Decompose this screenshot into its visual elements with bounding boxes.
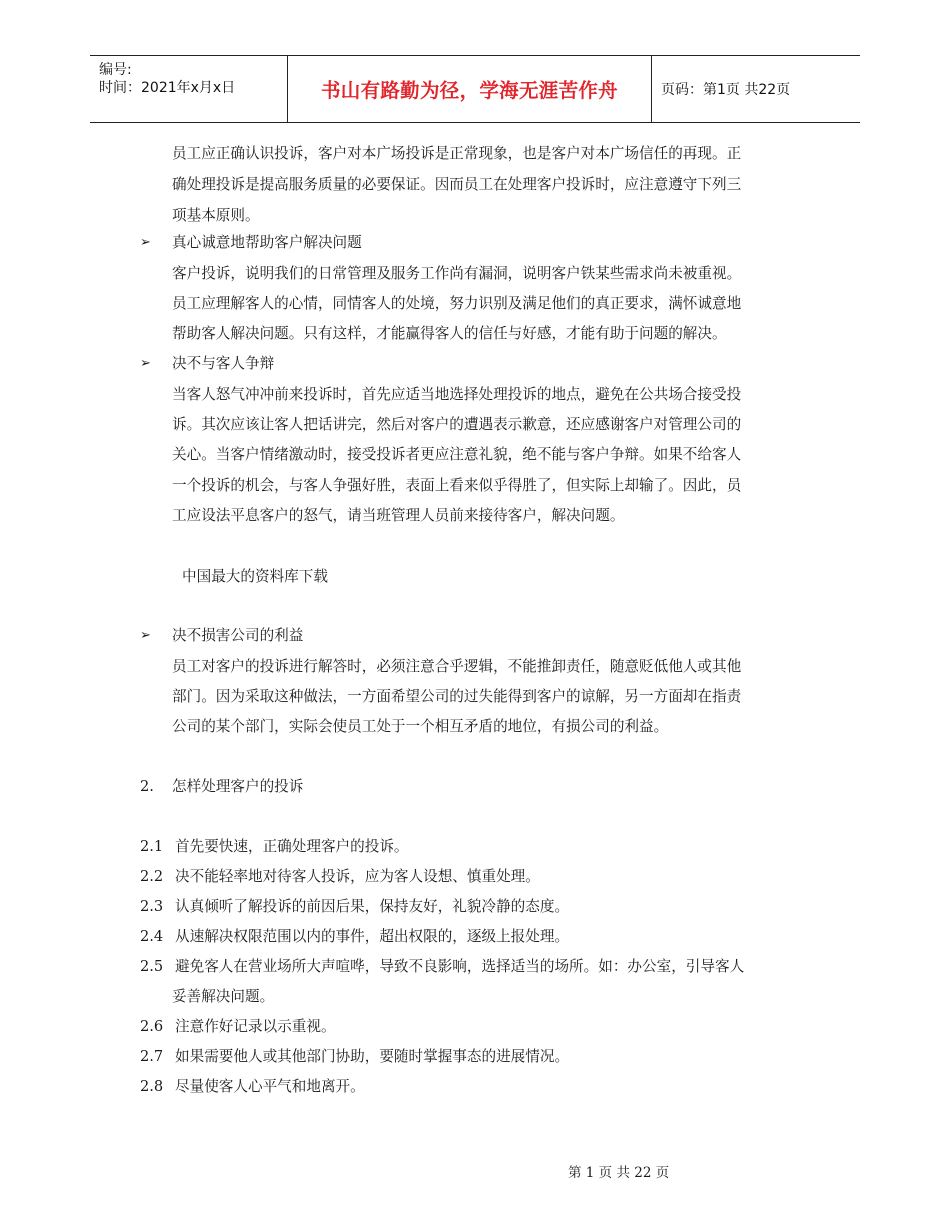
- principle-line: 部门。因为采取这种做法，一方面希望公司的过失能得到客户的谅解，另一方面却在指责: [172, 688, 742, 705]
- header-motto: 书山有路勤为径，学海无涯苦作舟: [320, 79, 618, 102]
- principle-title: 真心诚意地帮助客户解决问题: [172, 234, 362, 251]
- principle-line: 诉。其次应该让客人把话讲完，然后对客户的遭遇表示歉意，还应感谢客户对管理公司的: [172, 416, 742, 433]
- step-text: 认真倾听了解投诉的前因后果，保持友好，礼貌冷静的态度。: [175, 898, 570, 915]
- principle-line: 工应设法平息客户的怒气，请当班管理人员前来接待客户，解决问题。: [172, 507, 625, 524]
- section-title: 怎样处理客户的投诉: [172, 778, 304, 795]
- step-number: 2.7: [140, 1048, 164, 1065]
- principle-line: 当客人怒气冲冲前来投诉时，首先应适当地选择处理投诉的地点，避免在公共场合接受投: [172, 386, 742, 403]
- step-text: 避免客人在营业场所大声喧哗，导致不良影响，选择适当的场所。如：办公室，引导客人: [175, 958, 745, 975]
- intro-line: 员工应正确认识投诉，客户对本广场投诉是正常现象，也是客户对本广场信任的再现。正: [172, 145, 742, 162]
- step-number: 2.2: [140, 868, 164, 885]
- step-text: 注意作好记录以示重视。: [175, 1018, 336, 1035]
- document-header: [90, 55, 860, 123]
- principle-line: 公司的某个部门，实际会使员工处于一个相互矛盾的地位，有损公司的利益。: [172, 718, 669, 735]
- step-text: 从速解决权限范围以内的事件，超出权限的，逐级上报处理。: [175, 928, 570, 945]
- step-text: 决不能轻率地对待客人投诉，应为客人设想、慎重处理。: [175, 868, 540, 885]
- step-number: 2.4: [140, 928, 164, 945]
- step-text: 如果需要他人或其他部门协助，要随时掌握事态的进展情况。: [175, 1048, 570, 1065]
- header-motto-cell: [287, 56, 652, 122]
- document-number-label: 编号:: [99, 62, 132, 78]
- principle-line: 员工应理解客人的心情，同情客人的处境，努力识别及满足他们的真正要求，满怀诚意地: [172, 295, 742, 312]
- step-number: 2.5: [140, 958, 164, 975]
- page-footer: 第 1 页 共 22 页: [568, 1165, 670, 1181]
- header-page-cell: [652, 56, 860, 122]
- bullet-arrow-icon: ➢: [140, 628, 151, 643]
- header-meta-cell: [90, 56, 287, 122]
- step-text: 首先要快速，正确处理客户的投诉。: [175, 838, 409, 855]
- principle-title: 决不损害公司的利益: [172, 627, 304, 644]
- principle-line: 一个投诉的机会，与客人争强好胜，表面上看来似乎得胜了，但实际上却输了。因此，员: [172, 477, 742, 494]
- step-number: 2.3: [140, 898, 164, 915]
- step-text-continued: 妥善解决问题。: [172, 988, 275, 1005]
- step-text: 尽量使客人心平气和地离开。: [175, 1078, 365, 1095]
- intro-line: 确处理投诉是提高服务质量的必要保证。因而员工在处理客户投诉时，应注意遵守下列三: [172, 176, 742, 193]
- bullet-arrow-icon: ➢: [140, 356, 151, 371]
- principle-line: 帮助客人解决问题。只有这样，才能赢得客人的信任与好感，才能有助于问题的解决。: [172, 325, 727, 342]
- principle-line: 关心。当客户情绪激动时，接受投诉者更应注意礼貌，绝不能与客户争辩。如果不给客人: [172, 446, 742, 463]
- header-page-info: 页码：第1页 共22页: [661, 82, 791, 98]
- step-number: 2.8: [140, 1078, 164, 1095]
- principle-line: 员工对客户的投诉进行解答时，必须注意合乎逻辑，不能推卸责任，随意贬低他人或其他: [172, 658, 742, 675]
- principle-title: 决不与客人争辩: [172, 355, 275, 372]
- document-date-label: 时间：2021年x月x日: [99, 80, 236, 96]
- intro-line: 项基本原则。: [172, 207, 260, 224]
- bullet-arrow-icon: ➢: [140, 235, 151, 250]
- principle-line: 客户投诉，说明我们的日常管理及服务工作尚有漏洞，说明客户铁某些需求尚未被重视。: [172, 265, 742, 282]
- step-number: 2.1: [140, 838, 164, 855]
- download-note: 中国最大的资料库下载: [182, 568, 328, 585]
- section-number: 2.: [140, 778, 154, 795]
- step-number: 2.6: [140, 1018, 164, 1035]
